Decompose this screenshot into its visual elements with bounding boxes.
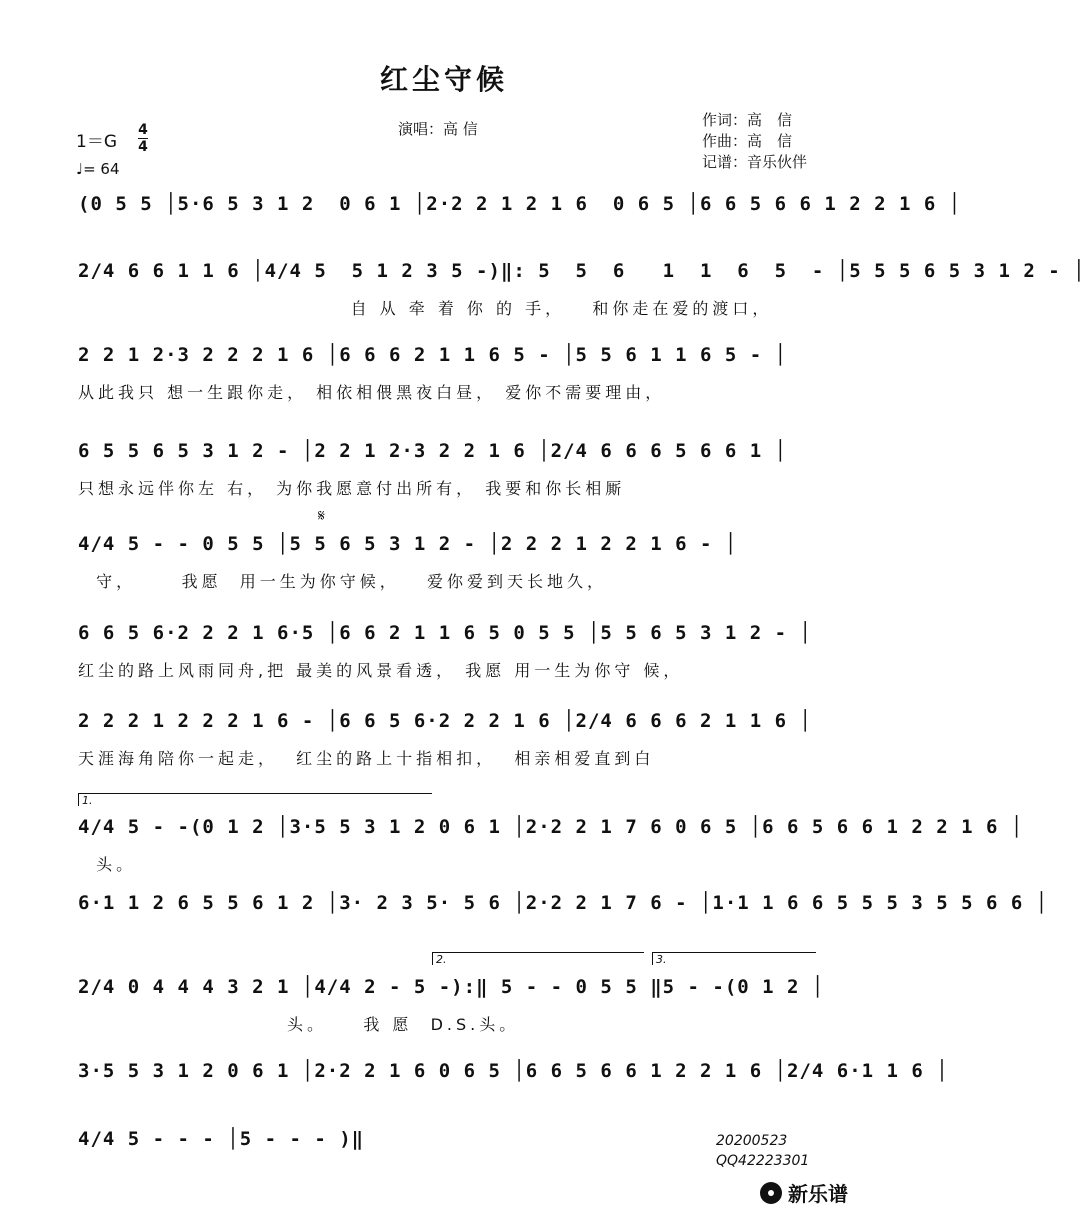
lyrics-line: 红尘的路上风雨同舟,把 最美的风景看透， 我愿 用一生为你守 候，	[78, 661, 684, 680]
notes-line: 4/4 5 - - - │5 - - - )‖	[78, 1128, 365, 1150]
notes-line: 4/4 5 - - 0 5 5 │5 5 6 5 3 1 2 - │2 2 2 1 2 2 1 6 - │	[78, 533, 738, 555]
notes-line: 2 2 1 2·3 2 2 2 1 6 │6 6 6 2 1 1 6 5 - │5 5 6 1 1 6 5 - │	[78, 344, 788, 366]
time-signature-bottom: 4	[138, 139, 148, 155]
credits-block	[702, 110, 807, 173]
footer-date: 20200523	[716, 1133, 788, 1149]
composer-credit: 作曲：高 信	[702, 132, 793, 150]
key-signature: 1＝G	[76, 132, 117, 152]
record-disc-icon	[760, 1182, 782, 1204]
footer-qq: QQ42223301	[716, 1153, 810, 1169]
notes-line: 3·5 5 3 1 2 0 6 1 │2·2 2 1 6 0 6 5 │6 6 5 6 6 1 2 2 1 6 │2/4 6·1 1 6 │	[78, 1060, 949, 1082]
transcriber-credit: 记谱：音乐伙伴	[702, 153, 808, 171]
lyrics-line: 头。	[78, 855, 137, 874]
notes-line: 2 2 2 1 2 2 2 1 6 - │6 6 5 6·2 2 2 1 6 │2/4 6 6 6 2 1 1 6 │	[78, 710, 812, 732]
lyrics-line: 天涯海角陪你一起走， 红尘的路上十指相扣， 相亲相爱直到白	[78, 749, 655, 768]
tempo-marking: ♩= 64	[76, 160, 120, 178]
page-title: 红尘守候	[379, 63, 508, 96]
notes-line: 6·1 1 2 6 5 5 6 1 2 │3· 2 3 5· 5 6 │2·2 2 1 7 6 - │1·1 1 6 6 5 5 5 3 5 5 6 6 │	[78, 892, 1049, 914]
volta-2: 2.	[432, 952, 644, 965]
lyricist-credit: 作词：高 信	[702, 111, 793, 129]
notes-line: 6 6 5 6·2 2 2 1 6·5 │6 6 2 1 1 6 5 0 5 5 │5 5 6 5 3 1 2 - │	[78, 622, 812, 644]
notes-line: 6 5 5 6 5 3 1 2 - │2 2 1 2·3 2 2 1 6 │2/4 6 6 6 5 6 6 1 │	[78, 440, 788, 462]
lyrics-line: 守， 我愿 用一生为你守候， 爱你爱到天长地久，	[78, 572, 608, 591]
lyrics-line: 自 从 牵 着 你 的 手， 和你走在爱的渡口，	[78, 299, 773, 318]
notes-line: (0 5 5 │5·6 5 3 1 2 0 6 1 │2·2 2 1 2 1 6 0 6 5 │6 6 5 6 6 1 2 2 1 6 │	[78, 193, 962, 215]
notes-line: 2/4 0 4 4 4 3 2 1 │4/4 2 - 5 -):‖ 5 - - 0 5 5 ‖5 - -(0 1 2 │	[78, 976, 825, 998]
segno-sign: 𝄋	[318, 506, 325, 525]
brand-name: 新乐谱	[788, 1182, 848, 1206]
brand-logo	[760, 1178, 848, 1207]
singer-credit: 演唱：高 信	[398, 120, 478, 138]
volta-3: 3.	[652, 952, 816, 965]
volta-1: 1.	[78, 793, 432, 806]
lyrics-line: 从此我只 想一生跟你走， 相依相偎黑夜白昼， 爱你不需要理由，	[78, 383, 666, 402]
notes-line: 4/4 5 - -(0 1 2 │3·5 5 3 1 2 0 6 1 │2·2 2 1 7 6 0 6 5 │6 6 5 6 6 1 2 2 1 6 │	[78, 816, 1024, 838]
time-signature-top: 4	[138, 122, 148, 138]
time-signature	[138, 122, 148, 155]
lyrics-line: 头。 我 愿 D.S.头。	[78, 1015, 520, 1034]
lyrics-line: 只想永远伴你左 右， 为你我愿意付出所有， 我要和你长相厮	[78, 479, 626, 498]
notes-line: 2/4 6 6 1 1 6 │4/4 5 5 1 2 3 5 -)‖: 5 5 6 1 1 6 5 - │5 5 5 6 5 3 1 2 - │	[78, 260, 1086, 282]
